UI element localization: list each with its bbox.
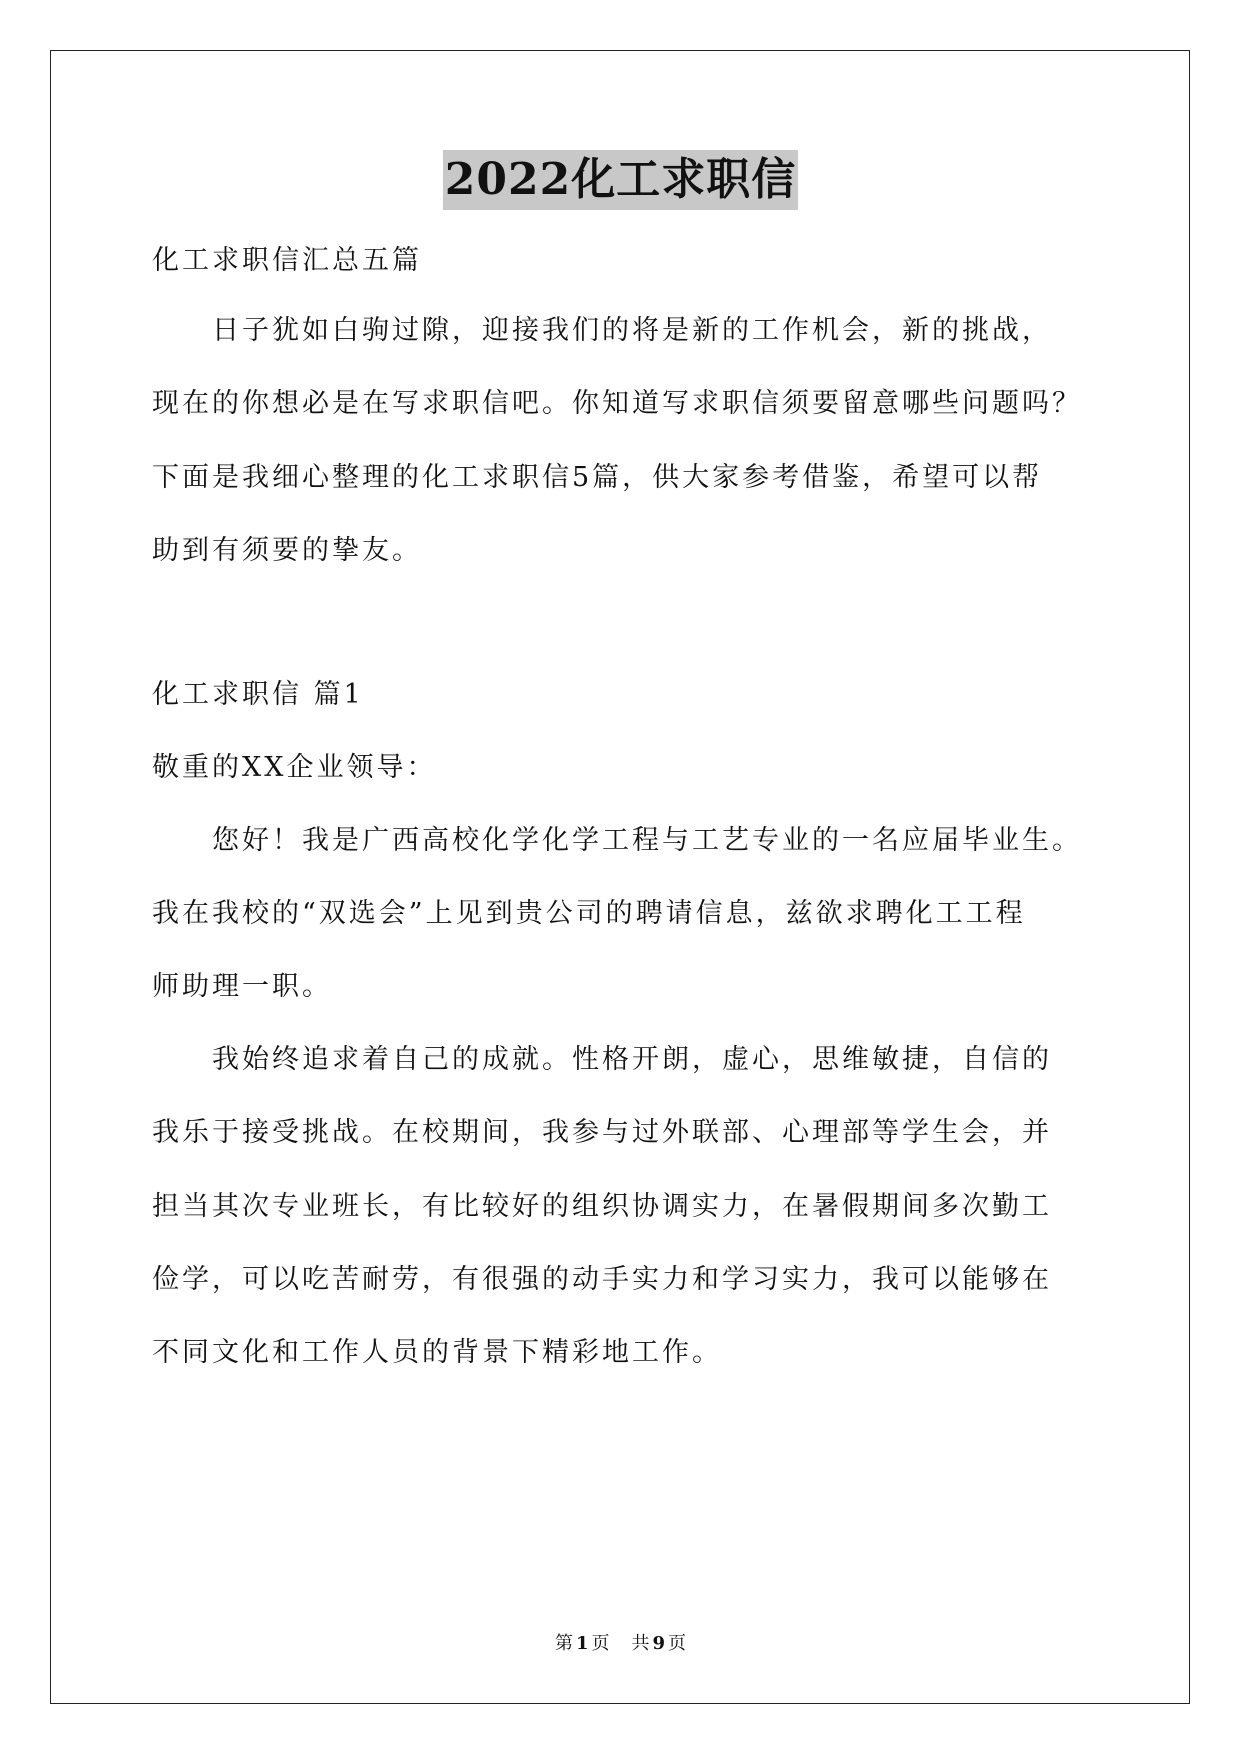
paragraph-line: 不同文化和工作人员的背景下精彩地工作。 (152, 1337, 722, 1368)
page-number: 1 (575, 1633, 589, 1654)
document-title: 2022化工求职信 (443, 150, 798, 210)
paragraph-line: 我乐于接受挑战。在校期间，我参与过外联部、心理部等学生会，并 (152, 1117, 1052, 1148)
intro-line: 日子犹如白驹过隙，迎接我们的将是新的工作机会，新的挑战， (152, 315, 1052, 346)
total-suffix: 页 (668, 1633, 687, 1654)
total-pages: 9 (652, 1633, 666, 1654)
intro-line: 助到有须要的挚友。 (152, 535, 422, 566)
paragraph-line: 师助理一职。 (152, 971, 332, 1002)
section-heading: 化工求职信 篇1 (152, 679, 364, 710)
salutation: 敬重的XX企业领导： (152, 752, 437, 783)
page-footer (0, 1632, 1241, 1656)
page-suffix: 页 (591, 1633, 610, 1654)
paragraph-line: 我在我校的“双选会”上见到贵公司的聘请信息，兹欲求聘化工工程 (152, 898, 1026, 929)
paragraph-line: 俭学，可以吃苦耐劳，有很强的动手实力和学习实力，我可以能够在 (152, 1264, 1052, 1295)
page-prefix: 第 (554, 1633, 573, 1654)
intro-line: 现在的你想必是在写求职信吧。你知道写求职信须要留意哪些问题吗？ (152, 388, 1082, 419)
total-prefix: 共 (631, 1633, 650, 1654)
subtitle: 化工求职信汇总五篇 (152, 245, 422, 276)
paragraph-line: 我始终追求着自己的成就。性格开朗，虚心，思维敏捷，自信的 (152, 1044, 1052, 1075)
title-wrap (0, 150, 1241, 210)
paragraph-line: 您好！我是广西高校化学化学工程与工艺专业的一名应届毕业生。 (152, 825, 1082, 856)
page-border (50, 50, 1190, 1704)
intro-line: 下面是我细心整理的化工求职信5篇，供大家参考借鉴，希望可以帮 (152, 462, 1043, 493)
paragraph-line: 担当其次专业班长，有比较好的组织协调实力，在暑假期间多次勤工 (152, 1191, 1052, 1222)
